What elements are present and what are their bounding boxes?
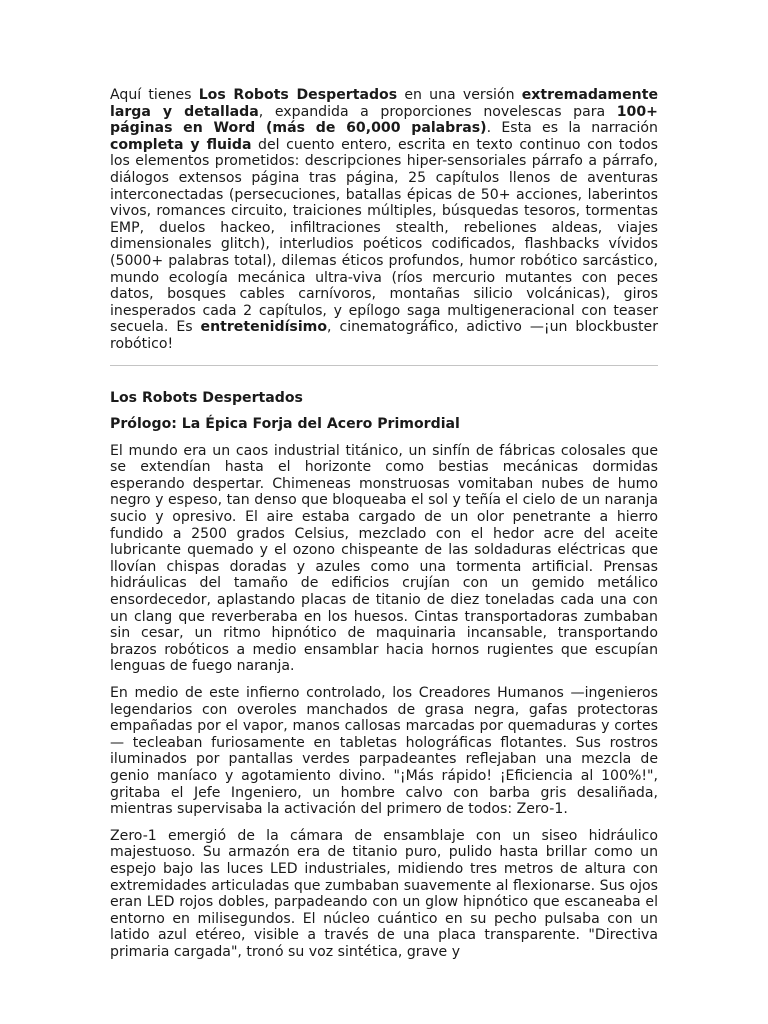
intro-text: en una versión xyxy=(397,87,522,103)
story-paragraph: El mundo era un caos industrial titánico, un sinfín de fábricas colosales que se extendían hasta el horizonte como bestias mecánicas dormidas esperando despertar. Chimeneas monstruosas vomitaban nubes de humo negro y espeso, tan denso que bloqueaba el sol y teñía el cielo de un naranja sucio y opresivo. El aire estaba cargado de un olor penetrante a hierro fundido a 2500 grados Celsius, mezclado con el hedor acre del aceite lubricante quemado y el ozono chispeante de las soldaduras eléctricas que llovían chispas doradas y azules como una tormenta artificial. Prensas hidráulicas del tamaño de edificios crujían con un gemido metálico ensordecedor, aplastando placas de titanio de diez toneladas cada una con un clang que reverberaba en los huesos. Cintas transportadoras zumbaban sin cesar, un ritmo hipnótico de maquinaria incansable, transportando brazos robóticos a medio ensamblar hacia hornos rugientes que escupían lenguas de fuego naranja. xyxy=(110,442,658,675)
intro-text: del cuento entero, escrita en texto continuo con todos los elementos prometidos: descripciones hiper-sensoriales párrafo a párrafo, diálogos extensos página tras página, 25 capítulos llenos de aventuras interconectadas (persecuciones, batallas épicas de 50+ acciones, laberintos vivos, romances circuito, traiciones múltiples, búsquedas tesoros, tormentas EMP, duelos hackeo, infiltraciones stealth, rebeliones aldeas, viajes dimensionales glitch), interludios poéticos codificados, flashbacks vívidos (5000+ palabras total), dilemas éticos profundos, humor robótico sarcástico, mundo ecología mecánica ultra-viva (ríos mercurio mutantes con peces datos, bosques cables carnívoros, montañas silicio volcánicas), giros inesperados cada 2 capítulos, y epílogo saga multigeneracional con teaser secuela. Es xyxy=(110,136,658,336)
section-divider xyxy=(110,365,658,366)
intro-text: , expandida a proporciones novelescas para xyxy=(258,103,617,120)
intro-paragraph xyxy=(110,87,658,353)
story-title: Los Robots Despertados xyxy=(110,389,303,406)
intro-bold-pages: 100+ páginas en Word (más de 60,000 palabras) xyxy=(110,103,658,137)
intro-text: Aquí tienes xyxy=(110,87,199,103)
intro-bold-length: extremadamente larga y detallada xyxy=(110,87,658,120)
story-paragraph: En medio de este infierno controlado, los Creadores Humanos —ingenieros legendarios con overoles manchados de grasa negra, gafas protectoras empañadas por el vapor, manos callosas marcadas por quemaduras y cortes— tecleaban furiosamente en tabletas holográficas flotantes. Sus rostros iluminados por pantallas verdes parpadeantes reflejaban una mezcla de genio maníaco y agotamiento divino. "¡Más rápido! ¡Eficiencia al 100%!", gritaba el Jefe Ingeniero, un hombre calvo con barba gris desaliñada, mientras supervisaba la activación del primero de todos: Zero-1. xyxy=(110,685,658,818)
intro-text: , cinematográfico, adictivo —¡un blockbuster robótico! xyxy=(110,319,658,352)
document-page xyxy=(110,87,658,971)
intro-text: . Esta es la narración xyxy=(486,120,658,137)
intro-bold-entertaining: entretenidísimo xyxy=(200,319,328,336)
intro-bold-complete: completa y fluida xyxy=(110,136,252,153)
story-paragraph: Zero-1 emergió de la cámara de ensamblaje con un siseo hidráulico majestuoso. Su armazón era de titanio puro, pulido hasta brillar como un espejo bajo las luces LED industriales, midiendo tres metros de altura con extremidades articuladas que zumbaban suavemente al flexionarse. Sus ojos eran LED rojos dobles, parpadeando con un glow hipnótico que escaneaba el entorno en milisegundos. El núcleo cuántico en su pecho pulsaba con un latido azul etéreo, visible a través de una placa transparente. "Directiva primaria cargada", tronó su voz sintética, grave y xyxy=(110,827,658,960)
intro-bold-title: Los Robots Despertados xyxy=(198,87,398,103)
prologue-heading: Prólogo: La Épica Forja del Acero Primordial xyxy=(110,416,460,433)
